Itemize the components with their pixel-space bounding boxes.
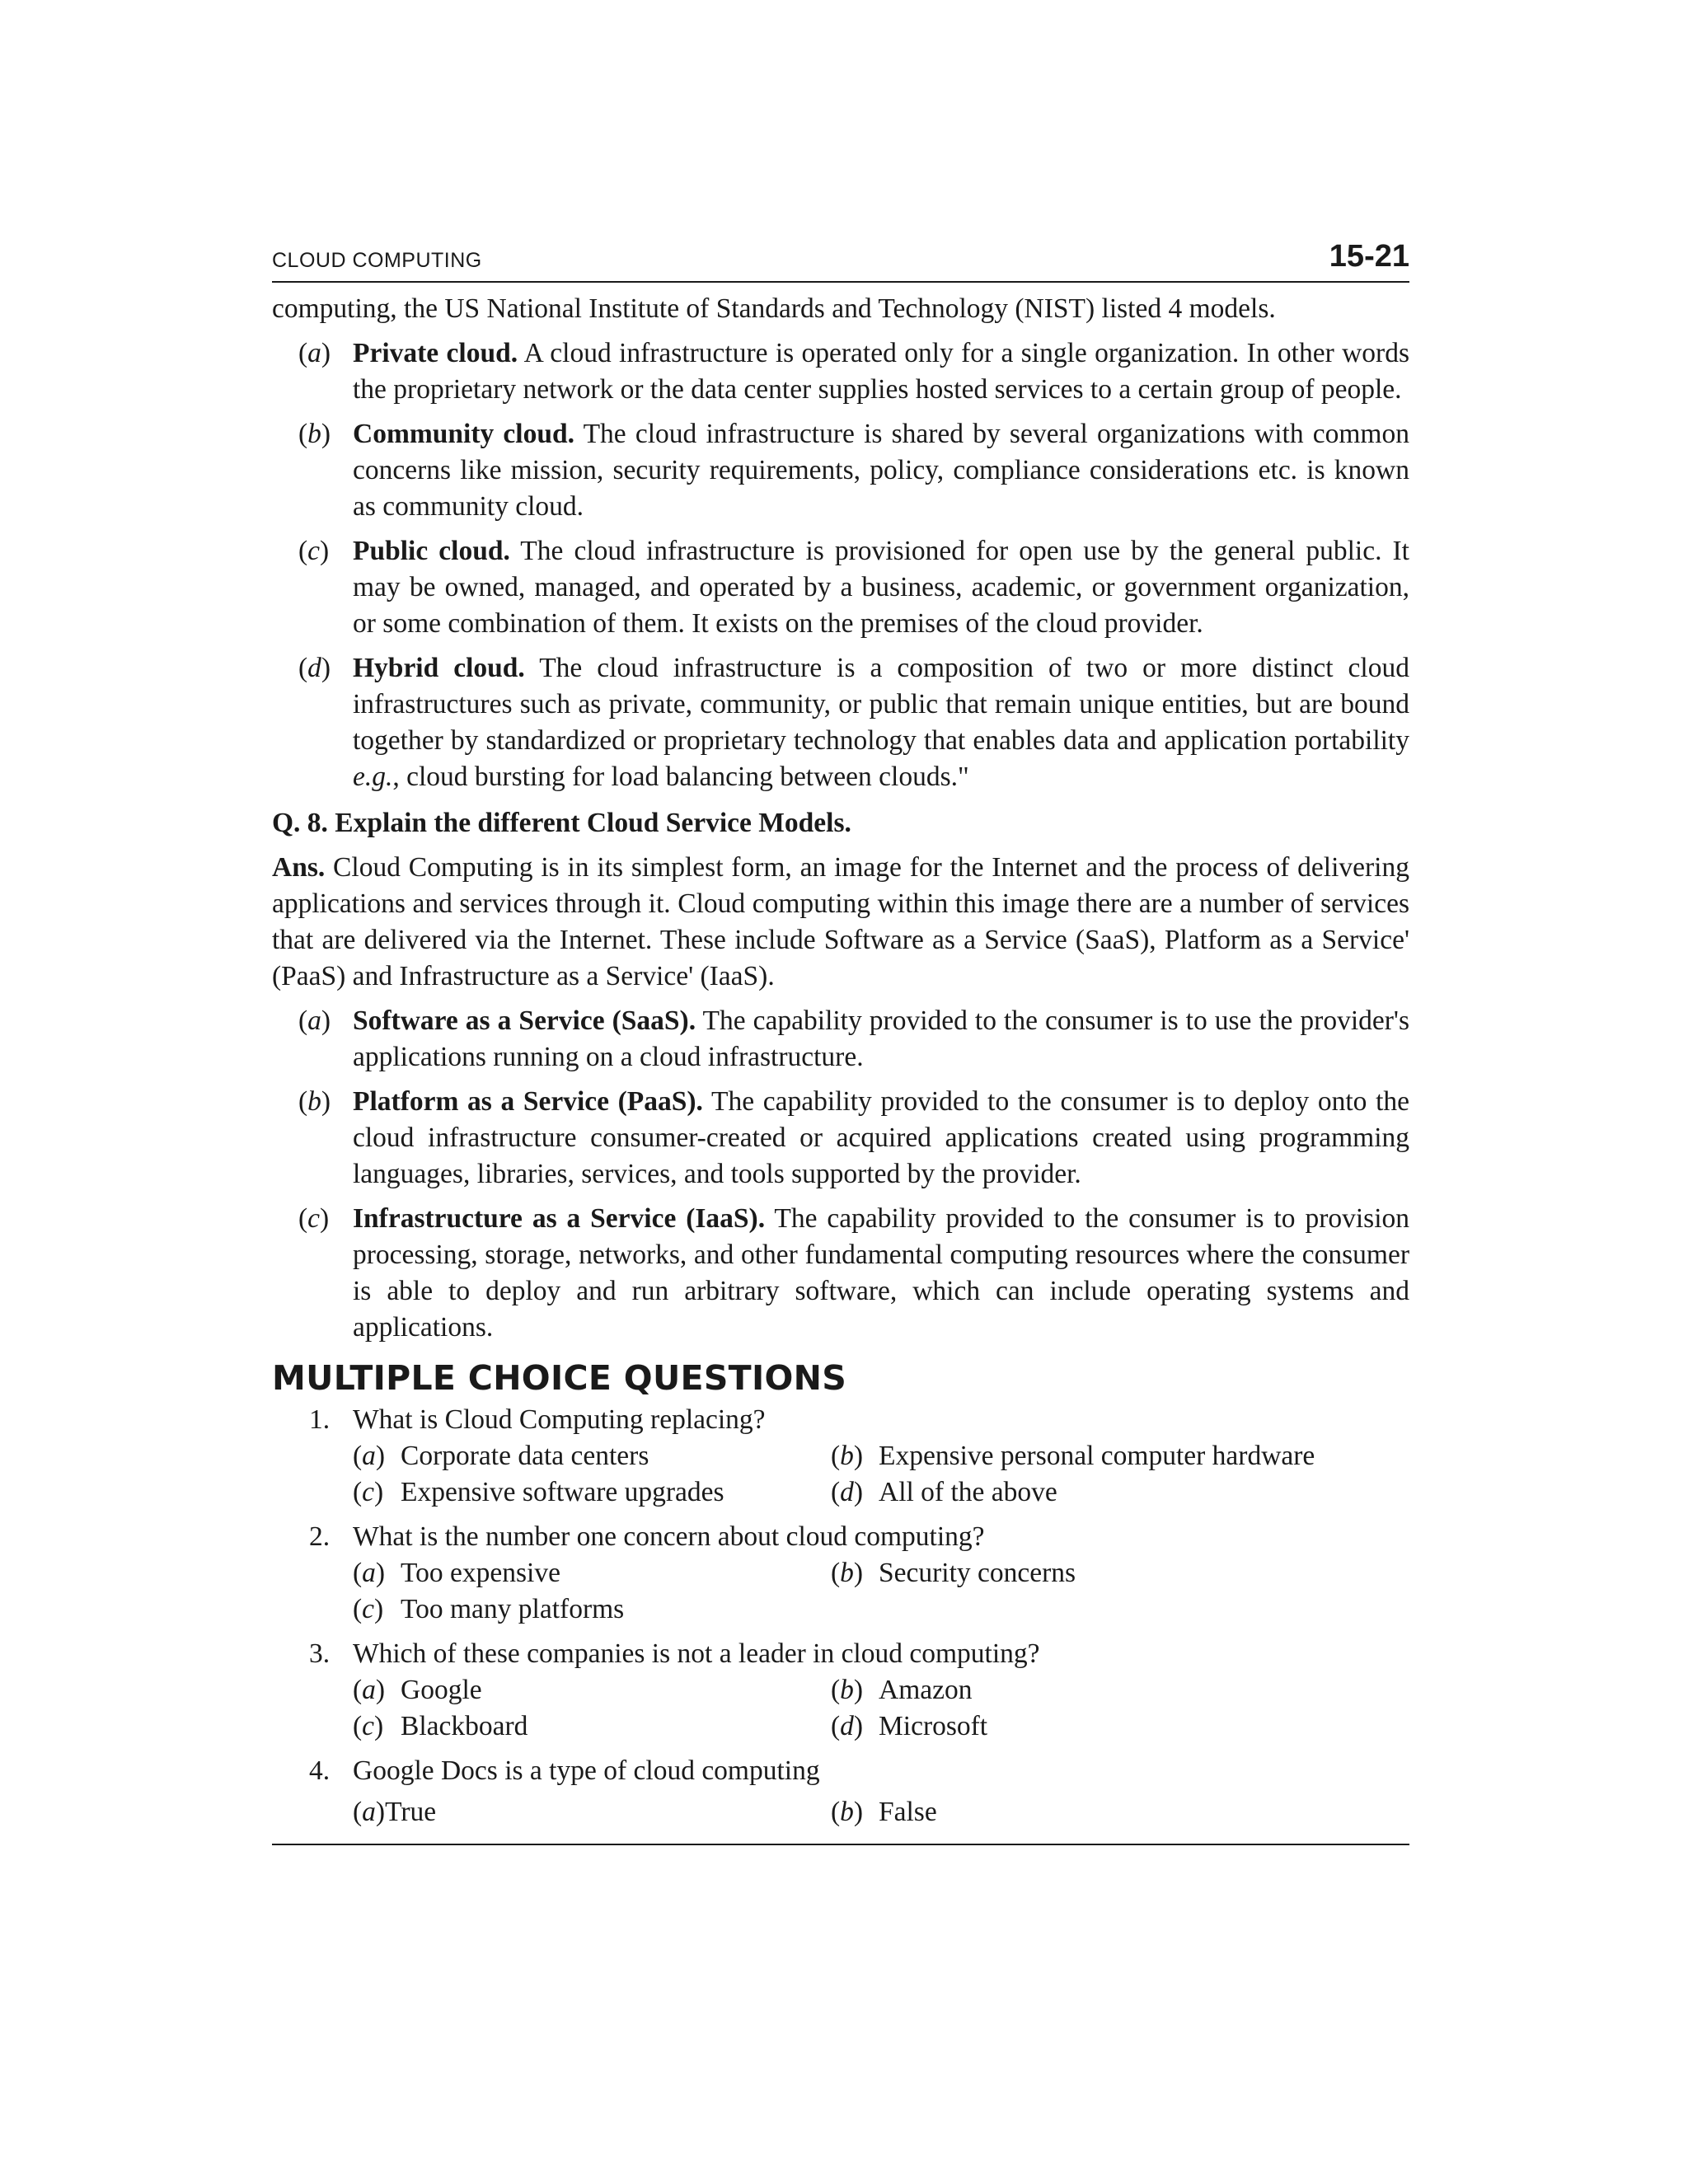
intro-line: computing, the US National Institute of Standards and Technology (NIST) listed 4 models. — [272, 293, 1276, 324]
definition-text: A cloud infrastructure is operated only for a single organization. In other words the proprietary network or the data center supplies hosted services to a certain group of people. — [353, 338, 1409, 405]
option-c: (c) Blackboard — [353, 1711, 528, 1741]
term-hybrid-cloud: Hybrid cloud. — [353, 653, 525, 683]
options-grid — [353, 1438, 1409, 1511]
definition-text: The capability provided to the consumer is to provision processing, storage, networks, and other fundamental computing resources where the consumer is able to deploy and run arbitrary software, which can include operating systems and applications. — [353, 1203, 1409, 1343]
mcq-question — [272, 1753, 1409, 1830]
list-marker: (c) — [298, 1203, 330, 1234]
answer-8 — [272, 850, 1409, 995]
question-number: 4. — [309, 1755, 331, 1786]
option-c: (c) Too many platforms — [353, 1594, 625, 1624]
list-marker: (a) — [298, 338, 331, 368]
list-marker: (d) — [298, 653, 331, 683]
definition-text: The capability provided to the consumer is to deploy onto the cloud infrastructure consumer-created or acquired applications created using programming languages, libraries, services, and tools supported by the provider. — [353, 1086, 1409, 1189]
question-text: Google Docs is a type of cloud computing — [353, 1755, 820, 1786]
option-a: (a) Too expensive — [353, 1558, 560, 1588]
options-grid — [353, 1555, 1409, 1628]
page-number: 15-21 — [1329, 239, 1409, 274]
mcq-question — [272, 1402, 1409, 1511]
question-text: What is the number one concern about cloud computing? — [353, 1521, 985, 1552]
page-header — [272, 235, 1409, 283]
question-number: 3. — [309, 1638, 331, 1669]
definition-text: The cloud infrastructure is provisioned for open use by the general public. It may be owned, managed, and operated by a business, academic, or government organization, or some combination of them. It exists on the premises of the cloud provider. — [353, 536, 1409, 639]
option-a: (a) Google — [353, 1675, 482, 1705]
mcq-heading: MULTIPLE CHOICE QUESTIONS — [272, 1358, 847, 1398]
list-item — [272, 533, 1409, 642]
mcq-list — [272, 1402, 1409, 1830]
question-number: 1. — [309, 1404, 331, 1435]
list-item — [272, 650, 1409, 795]
definition-text: The cloud infrastructure is a composition of two or more distinct cloud infrastructures such as private, community, or public that remain unique entities, but are bound together by standardized or proprietary technology that enables data and application portability — [353, 653, 1409, 756]
option-d: (d) Microsoft — [831, 1711, 988, 1741]
footer-rule — [272, 1844, 1409, 1845]
options-grid — [353, 1794, 1409, 1830]
option-a: (a)True — [353, 1797, 437, 1827]
list-item — [272, 416, 1409, 525]
list-marker: (b) — [298, 419, 331, 449]
question-text: Which of these companies is not a leader in cloud computing? — [353, 1638, 1040, 1669]
definition-text-end: , cloud bursting for load balancing between clouds." — [392, 762, 969, 792]
mcq-question — [272, 1636, 1409, 1745]
running-title: CLOUD COMPUTING — [272, 249, 482, 272]
mcq-question — [272, 1519, 1409, 1628]
option-b: (b) Amazon — [831, 1675, 973, 1705]
list-marker: (a) — [298, 1005, 331, 1036]
term-private-cloud: Private cloud. — [353, 338, 518, 368]
question-number: 2. — [309, 1521, 331, 1552]
list-item — [272, 1003, 1409, 1076]
term-iaas: Infrastructure as a Service (IaaS). — [353, 1203, 766, 1234]
page-body — [272, 291, 1409, 1346]
answer-label: Ans. — [272, 852, 326, 883]
option-c: (c) Expensive software upgrades — [353, 1477, 724, 1507]
option-d: (d) All of the above — [831, 1477, 1057, 1507]
option-b: (b) False — [831, 1797, 937, 1827]
question-text: What is Cloud Computing replacing? — [353, 1404, 766, 1435]
definition-italic: e.g. — [353, 762, 393, 792]
list-item — [272, 1201, 1409, 1346]
option-b: (b) Expensive personal computer hardware — [831, 1441, 1315, 1471]
definition-text: The capability provided to the consumer is to use the provider's applications running on a cloud infrastructure. — [353, 1005, 1409, 1072]
answer-text: Cloud Computing is in its simplest form, an image for the Internet and the process of delivering applications and services through it. Cloud computing within this image there are a number of services that are delivered via the Internet. These include Software as a Service (SaaS), Platform as a Service' (PaaS) and Infrastructure as a Service' (IaaS). — [272, 852, 1409, 991]
options-grid — [353, 1672, 1409, 1745]
list-item — [272, 1084, 1409, 1193]
service-models-list — [272, 1003, 1409, 1346]
term-community-cloud: Community cloud. — [353, 419, 574, 449]
definition-text: The cloud infrastructure is shared by several organizations with common concerns like mission, security requirements, policy, compliance considerations etc. is known as community cloud. — [353, 419, 1409, 522]
list-marker: (b) — [298, 1086, 331, 1117]
question-8: Q. 8. Explain the different Cloud Service Models. — [272, 808, 851, 838]
option-b: (b) Security concerns — [831, 1558, 1076, 1588]
term-paas: Platform as a Service (PaaS). — [353, 1086, 703, 1117]
document-page — [272, 235, 1409, 1845]
list-item — [272, 335, 1409, 408]
list-marker: (c) — [298, 536, 330, 566]
deployment-models-list — [272, 335, 1409, 795]
term-saas: Software as a Service (SaaS). — [353, 1005, 696, 1036]
option-a: (a) Corporate data centers — [353, 1441, 649, 1471]
term-public-cloud: Public cloud. — [353, 536, 510, 566]
